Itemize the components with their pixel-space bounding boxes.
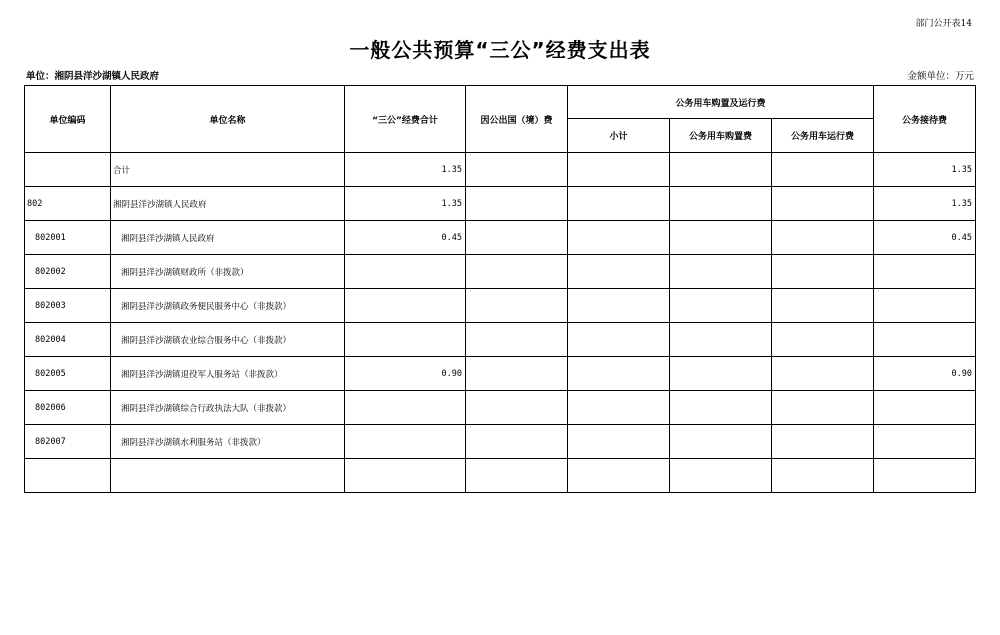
cell-abroad [466, 187, 568, 221]
header-vehicle-purchase: 公务用车购置费 [670, 119, 772, 153]
cell-name: 合计 [111, 153, 345, 187]
cell-purchase [670, 391, 772, 425]
cell-reception: 1.35 [874, 153, 976, 187]
cell-operation [772, 153, 874, 187]
cell-subtotal [568, 391, 670, 425]
cell-code: 802006 [25, 391, 111, 425]
cell-reception: 0.90 [874, 357, 976, 391]
page-title: 一般公共预算“三公”经费支出表 [349, 38, 651, 62]
table-row [25, 391, 976, 425]
cell-purchase [670, 357, 772, 391]
cell-code: 802003 [25, 289, 111, 323]
cell-total [345, 425, 466, 459]
cell-total [345, 323, 466, 357]
cell-reception [874, 289, 976, 323]
cell-reception [874, 323, 976, 357]
cell-total [345, 391, 466, 425]
cell-purchase [670, 153, 772, 187]
cell-reception [874, 425, 976, 459]
table-row [25, 187, 976, 221]
header-total: “三公”经费合计 [345, 86, 466, 153]
cell-reception [874, 255, 976, 289]
table-body [25, 153, 976, 493]
table-row [25, 323, 976, 357]
table-row [25, 459, 976, 493]
cell-reception: 0.45 [874, 221, 976, 255]
cell-operation [772, 391, 874, 425]
cell-total [345, 255, 466, 289]
cell-code: 802005 [25, 357, 111, 391]
cell-total: 0.45 [345, 221, 466, 255]
cell-purchase [670, 289, 772, 323]
header-unit-name: 单位名称 [111, 86, 345, 153]
cell-total [345, 459, 466, 493]
cell-purchase [670, 187, 772, 221]
cell-subtotal [568, 255, 670, 289]
cell-purchase [670, 425, 772, 459]
cell-abroad [466, 255, 568, 289]
cell-reception [874, 391, 976, 425]
cell-purchase [670, 255, 772, 289]
organization-label: 单位：湘阴县洋沙湖镇人民政府 [26, 71, 160, 82]
cell-abroad [466, 153, 568, 187]
cell-abroad [466, 357, 568, 391]
cell-operation [772, 425, 874, 459]
form-number: 部门公开表14 [915, 19, 972, 29]
cell-subtotal [568, 425, 670, 459]
cell-operation [772, 357, 874, 391]
cell-reception: 1.35 [874, 187, 976, 221]
cell-subtotal [568, 357, 670, 391]
cell-total: 1.35 [345, 153, 466, 187]
cell-subtotal [568, 323, 670, 357]
header-unit-code: 单位编码 [25, 86, 111, 153]
cell-name: 湘阴县洋沙湖镇综合行政执法大队（非拨款） [111, 391, 345, 425]
cell-operation [772, 255, 874, 289]
cell-subtotal [568, 153, 670, 187]
cell-name: 湘阴县洋沙湖镇人民政府 [111, 221, 345, 255]
cell-subtotal [568, 187, 670, 221]
cell-operation [772, 221, 874, 255]
cell-total: 1.35 [345, 187, 466, 221]
cell-total [345, 289, 466, 323]
cell-name: 湘阴县洋沙湖镇财政所（非拨款） [111, 255, 345, 289]
money-unit-label: 金额单位：万元 [907, 71, 974, 82]
table-row [25, 221, 976, 255]
cell-name: 湘阴县洋沙湖镇政务便民服务中心（非拨款） [111, 289, 345, 323]
cell-operation [772, 289, 874, 323]
cell-total: 0.90 [345, 357, 466, 391]
header-abroad: 因公出国（境）费 [466, 86, 568, 153]
header-reception: 公务接待费 [874, 86, 976, 153]
expense-table [24, 85, 976, 493]
cell-subtotal [568, 221, 670, 255]
cell-purchase [670, 323, 772, 357]
cell-abroad [466, 289, 568, 323]
header-subtotal: 小计 [568, 119, 670, 153]
cell-reception [874, 459, 976, 493]
cell-name [111, 459, 345, 493]
cell-name: 湘阴县洋沙湖镇水利服务站（非拨款） [111, 425, 345, 459]
table-row [25, 255, 976, 289]
table-row [25, 289, 976, 323]
cell-subtotal [568, 289, 670, 323]
header-vehicle-group: 公务用车购置及运行费 [568, 86, 874, 119]
cell-purchase [670, 221, 772, 255]
cell-abroad [466, 425, 568, 459]
cell-code [25, 459, 111, 493]
cell-code: 802002 [25, 255, 111, 289]
cell-name: 湘阴县洋沙湖镇人民政府 [111, 187, 345, 221]
cell-name: 湘阴县洋沙湖镇农业综合服务中心（非拨款） [111, 323, 345, 357]
table-row [25, 357, 976, 391]
cell-code: 802001 [25, 221, 111, 255]
cell-abroad [466, 221, 568, 255]
cell-abroad [466, 391, 568, 425]
table-row [25, 425, 976, 459]
cell-operation [772, 187, 874, 221]
header-vehicle-operation: 公务用车运行费 [772, 119, 874, 153]
cell-operation [772, 459, 874, 493]
table-row [25, 153, 976, 187]
cell-code: 802007 [25, 425, 111, 459]
cell-subtotal [568, 459, 670, 493]
cell-code [25, 153, 111, 187]
cell-code: 802004 [25, 323, 111, 357]
cell-code: 802 [25, 187, 111, 221]
cell-name: 湘阴县洋沙湖镇退役军人服务站（非拨款） [111, 357, 345, 391]
cell-abroad [466, 459, 568, 493]
cell-purchase [670, 459, 772, 493]
cell-abroad [466, 323, 568, 357]
cell-operation [772, 323, 874, 357]
